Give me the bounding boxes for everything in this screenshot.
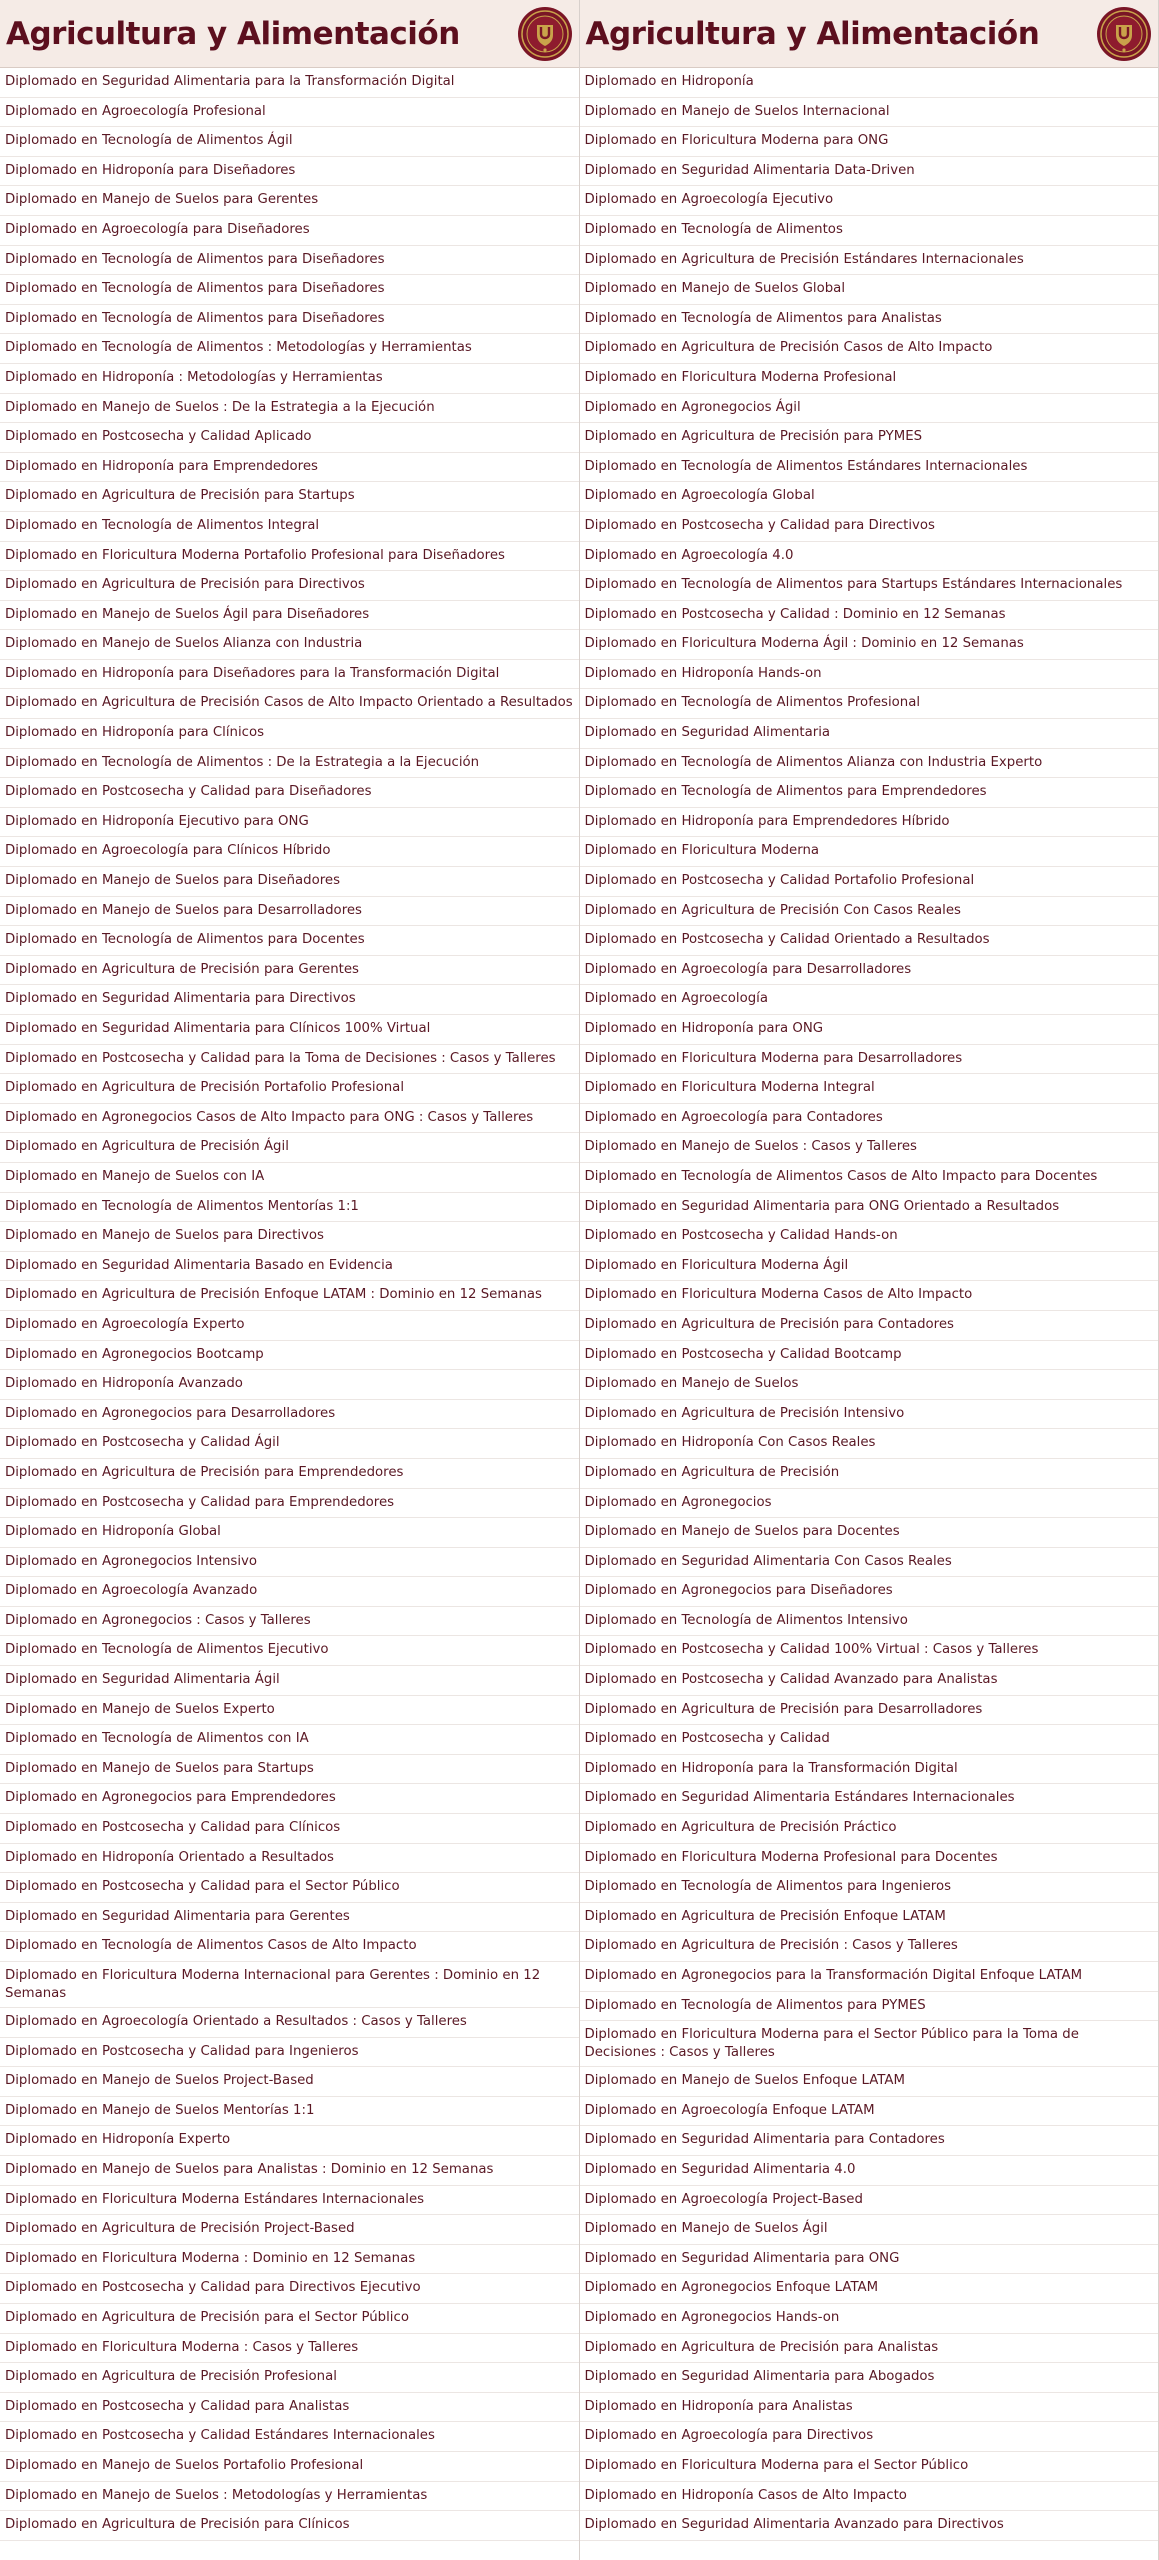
course-item: Diplomado en Agricultura de Precisión para Emprendedores (0, 1459, 579, 1489)
course-item: Diplomado en Floricultura Moderna Internacional para Gerentes : Dominio en 12 Semanas (0, 1962, 579, 2008)
course-item: Diplomado en Agricultura de Precisión para Clínicos (0, 2511, 579, 2541)
course-item: Diplomado en Floricultura Moderna para Desarrolladores (580, 1045, 1159, 1075)
course-item: Diplomado en Hidroponía para la Transformación Digital (580, 1755, 1159, 1785)
course-item: Diplomado en Hidroponía : Metodologías y Herramientas (0, 364, 579, 394)
course-item: Diplomado en Agricultura de Precisión Project-Based (0, 2215, 579, 2245)
course-item: Diplomado en Agronegocios Ágil (580, 394, 1159, 424)
course-item: Diplomado en Postcosecha y Calidad Portafolio Profesional (580, 867, 1159, 897)
course-item: Diplomado en Hidroponía Avanzado (0, 1370, 579, 1400)
course-item: Diplomado en Tecnología de Alimentos para Startups Estándares Internacionales (580, 571, 1159, 601)
course-item: Diplomado en Tecnología de Alimentos Integral (0, 512, 579, 542)
course-item: Diplomado en Postcosecha y Calidad Avanzado para Analistas (580, 1666, 1159, 1696)
category-title: Agricultura y Alimentación (585, 15, 1040, 52)
course-item: Diplomado en Agronegocios Intensivo (0, 1548, 579, 1578)
course-item: Diplomado en Seguridad Alimentaria Ágil (0, 1666, 579, 1696)
course-item: Diplomado en Manejo de Suelos Project-Based (0, 2067, 579, 2097)
course-item: Diplomado en Manejo de Suelos (580, 1370, 1159, 1400)
course-item: Diplomado en Postcosecha y Calidad Ágil (0, 1429, 579, 1459)
course-item: Diplomado en Agricultura de Precisión Casos de Alto Impacto Orientado a Resultados (0, 689, 579, 719)
course-item: Diplomado en Manejo de Suelos para Directivos (0, 1222, 579, 1252)
course-item: Diplomado en Manejo de Suelos : Metodologías y Herramientas (0, 2482, 579, 2512)
course-item: Diplomado en Manejo de Suelos para Gerentes (0, 186, 579, 216)
course-item: Diplomado en Tecnología de Alimentos para Ingenieros (580, 1873, 1159, 1903)
course-item: Diplomado en Postcosecha y Calidad Estándares Internacionales (0, 2422, 579, 2452)
course-item: Diplomado en Seguridad Alimentaria para la Transformación Digital (0, 68, 579, 98)
course-item: Diplomado en Hidroponía Global (0, 1518, 579, 1548)
course-item: Diplomado en Tecnología de Alimentos para PYMES (580, 1992, 1159, 2022)
course-item: Diplomado en Agroecología para Contadores (580, 1104, 1159, 1134)
course-item: Diplomado en Agricultura de Precisión Estándares Internacionales (580, 246, 1159, 276)
course-item: Diplomado en Seguridad Alimentaria para Gerentes (0, 1903, 579, 1933)
course-item: Diplomado en Agricultura de Precisión para PYMES (580, 423, 1159, 453)
course-item: Diplomado en Hidroponía Ejecutivo para ONG (0, 808, 579, 838)
course-list (0, 68, 579, 2541)
course-item: Diplomado en Seguridad Alimentaria para Directivos (0, 985, 579, 1015)
course-item: Diplomado en Hidroponía para Emprendedores Híbrido (580, 808, 1159, 838)
course-item: Diplomado en Agricultura de Precisión para Startups (0, 482, 579, 512)
course-item: Diplomado en Postcosecha y Calidad para Directivos Ejecutivo (0, 2274, 579, 2304)
course-item: Diplomado en Agricultura de Precisión Portafolio Profesional (0, 1074, 579, 1104)
course-item: Diplomado en Tecnología de Alimentos Ágil (0, 127, 579, 157)
course-item: Diplomado en Hidroponía para Diseñadores (0, 157, 579, 187)
course-item: Diplomado en Manejo de Suelos para Analistas : Dominio en 12 Semanas (0, 2156, 579, 2186)
course-item: Diplomado en Manejo de Suelos : Casos y Talleres (580, 1133, 1159, 1163)
course-item: Diplomado en Tecnología de Alimentos con IA (0, 1725, 579, 1755)
course-item: Diplomado en Agroecología (580, 985, 1159, 1015)
course-item: Diplomado en Agricultura de Precisión Profesional (0, 2363, 579, 2393)
university-crest-icon (1096, 6, 1152, 62)
course-item: Diplomado en Agroecología Profesional (0, 98, 579, 128)
course-item: Diplomado en Tecnología de Alimentos Alianza con Industria Experto (580, 749, 1159, 779)
column-header (580, 0, 1159, 68)
course-item: Diplomado en Agronegocios para Desarrolladores (0, 1400, 579, 1430)
course-item: Diplomado en Seguridad Alimentaria para Clínicos 100% Virtual (0, 1015, 579, 1045)
course-item: Diplomado en Postcosecha y Calidad para Ingenieros (0, 2038, 579, 2068)
course-item: Diplomado en Agricultura de Precisión para Analistas (580, 2334, 1159, 2364)
course-item: Diplomado en Seguridad Alimentaria (580, 719, 1159, 749)
course-item: Diplomado en Agroecología Global (580, 482, 1159, 512)
course-item: Diplomado en Postcosecha y Calidad 100% Virtual : Casos y Talleres (580, 1636, 1159, 1666)
course-item: Diplomado en Floricultura Moderna Ágil (580, 1252, 1159, 1282)
course-item: Diplomado en Agricultura de Precisión Práctico (580, 1814, 1159, 1844)
course-item: Diplomado en Agroecología Ejecutivo (580, 186, 1159, 216)
course-item: Diplomado en Agronegocios Hands-on (580, 2304, 1159, 2334)
course-item: Diplomado en Postcosecha y Calidad para la Toma de Decisiones : Casos y Talleres (0, 1045, 579, 1075)
course-item: Diplomado en Floricultura Moderna Ágil : Dominio en 12 Semanas (580, 630, 1159, 660)
course-item: Diplomado en Manejo de Suelos Ágil para Diseñadores (0, 601, 579, 631)
course-item: Diplomado en Agricultura de Precisión para Directivos (0, 571, 579, 601)
course-item: Diplomado en Floricultura Moderna para el Sector Público (580, 2452, 1159, 2482)
course-item: Diplomado en Postcosecha y Calidad para Emprendedores (0, 1489, 579, 1519)
course-item: Diplomado en Manejo de Suelos para Desarrolladores (0, 897, 579, 927)
course-item: Diplomado en Floricultura Moderna Estándares Internacionales (0, 2186, 579, 2216)
course-item: Diplomado en Manejo de Suelos para Diseñadores (0, 867, 579, 897)
course-item: Diplomado en Postcosecha y Calidad Aplicado (0, 423, 579, 453)
course-item: Diplomado en Floricultura Moderna para el Sector Público para la Toma de Decisiones : Casos y Talleres (580, 2021, 1159, 2067)
course-item: Diplomado en Hidroponía Casos de Alto Impacto (580, 2482, 1159, 2512)
course-item: Diplomado en Agricultura de Precisión para Desarrolladores (580, 1696, 1159, 1726)
course-item: Diplomado en Hidroponía para Analistas (580, 2393, 1159, 2423)
course-item: Diplomado en Tecnología de Alimentos Casos de Alto Impacto para Docentes (580, 1163, 1159, 1193)
course-item: Diplomado en Floricultura Moderna Profesional para Docentes (580, 1844, 1159, 1874)
course-item: Diplomado en Tecnología de Alimentos para Diseñadores (0, 246, 579, 276)
category-title: Agricultura y Alimentación (6, 15, 460, 52)
course-item: Diplomado en Agroecología Project-Based (580, 2186, 1159, 2216)
course-item: Diplomado en Manejo de Suelos Internacional (580, 98, 1159, 128)
course-item: Diplomado en Agroecología Experto (0, 1311, 579, 1341)
course-item: Diplomado en Seguridad Alimentaria Estándares Internacionales (580, 1784, 1159, 1814)
course-item: Diplomado en Hidroponía para Emprendedores (0, 453, 579, 483)
course-item: Diplomado en Floricultura Moderna Integral (580, 1074, 1159, 1104)
course-item: Diplomado en Tecnología de Alimentos : Metodologías y Herramientas (0, 334, 579, 364)
course-item: Diplomado en Seguridad Alimentaria para Abogados (580, 2363, 1159, 2393)
course-item: Diplomado en Manejo de Suelos Experto (0, 1696, 579, 1726)
course-item: Diplomado en Agricultura de Precisión para el Sector Público (0, 2304, 579, 2334)
course-item: Diplomado en Agroecología para Directivos (580, 2422, 1159, 2452)
course-item: Diplomado en Floricultura Moderna : Dominio en 12 Semanas (0, 2245, 579, 2275)
course-item: Diplomado en Postcosecha y Calidad para Directivos (580, 512, 1159, 542)
course-item: Diplomado en Postcosecha y Calidad Orientado a Resultados (580, 926, 1159, 956)
course-item: Diplomado en Tecnología de Alimentos para Diseñadores (0, 275, 579, 305)
course-item: Diplomado en Manejo de Suelos Portafolio Profesional (0, 2452, 579, 2482)
course-item: Diplomado en Agronegocios para la Transformación Digital Enfoque LATAM (580, 1962, 1159, 1992)
course-item: Diplomado en Tecnología de Alimentos Mentorías 1:1 (0, 1193, 579, 1223)
course-item: Diplomado en Agricultura de Precisión Casos de Alto Impacto (580, 334, 1159, 364)
course-item: Diplomado en Hidroponía para Clínicos (0, 719, 579, 749)
course-item: Diplomado en Agricultura de Precisión para Gerentes (0, 956, 579, 986)
course-item: Diplomado en Seguridad Alimentaria para Contadores (580, 2126, 1159, 2156)
course-item: Diplomado en Tecnología de Alimentos : De la Estrategia a la Ejecución (0, 749, 579, 779)
course-item: Diplomado en Floricultura Moderna Casos de Alto Impacto (580, 1281, 1159, 1311)
course-item: Diplomado en Manejo de Suelos para Docentes (580, 1518, 1159, 1548)
course-item: Diplomado en Manejo de Suelos con IA (0, 1163, 579, 1193)
course-item: Diplomado en Floricultura Moderna Profesional (580, 364, 1159, 394)
course-item: Diplomado en Manejo de Suelos Mentorías 1:1 (0, 2097, 579, 2127)
course-item: Diplomado en Agroecología para Desarrolladores (580, 956, 1159, 986)
course-item: Diplomado en Tecnología de Alimentos para Emprendedores (580, 778, 1159, 808)
course-item: Diplomado en Tecnología de Alimentos (580, 216, 1159, 246)
course-item: Diplomado en Manejo de Suelos : De la Estrategia a la Ejecución (0, 394, 579, 424)
course-item: Diplomado en Hidroponía Orientado a Resultados (0, 1844, 579, 1874)
course-item: Diplomado en Manejo de Suelos Global (580, 275, 1159, 305)
course-item: Diplomado en Seguridad Alimentaria 4.0 (580, 2156, 1159, 2186)
course-item: Diplomado en Floricultura Moderna Portafolio Profesional para Diseñadores (0, 542, 579, 572)
course-item: Diplomado en Agricultura de Precisión : Casos y Talleres (580, 1932, 1159, 1962)
course-item: Diplomado en Agroecología 4.0 (580, 542, 1159, 572)
course-item: Diplomado en Agronegocios (580, 1489, 1159, 1519)
course-item: Diplomado en Agroecología Enfoque LATAM (580, 2097, 1159, 2127)
course-item: Diplomado en Agricultura de Precisión Enfoque LATAM (580, 1903, 1159, 1933)
course-item: Diplomado en Tecnología de Alimentos para Docentes (0, 926, 579, 956)
university-crest-icon (517, 6, 573, 62)
course-item: Diplomado en Agroecología Orientado a Resultados : Casos y Talleres (0, 2008, 579, 2038)
course-item: Diplomado en Agricultura de Precisión Ágil (0, 1133, 579, 1163)
course-item: Diplomado en Agronegocios Enfoque LATAM (580, 2274, 1159, 2304)
course-item: Diplomado en Floricultura Moderna : Casos y Talleres (0, 2334, 579, 2364)
course-item: Diplomado en Agricultura de Precisión (580, 1459, 1159, 1489)
course-item: Diplomado en Manejo de Suelos Ágil (580, 2215, 1159, 2245)
course-item: Diplomado en Agronegocios Bootcamp (0, 1341, 579, 1371)
course-item: Diplomado en Postcosecha y Calidad para el Sector Público (0, 1873, 579, 1903)
course-item: Diplomado en Tecnología de Alimentos para Analistas (580, 305, 1159, 335)
course-item: Diplomado en Agricultura de Precisión Intensivo (580, 1400, 1159, 1430)
course-item: Diplomado en Manejo de Suelos Alianza con Industria (0, 630, 579, 660)
course-item: Diplomado en Seguridad Alimentaria Data-Driven (580, 157, 1159, 187)
course-item: Diplomado en Agroecología para Diseñadores (0, 216, 579, 246)
course-item: Diplomado en Floricultura Moderna (580, 837, 1159, 867)
course-item: Diplomado en Hidroponía Hands-on (580, 660, 1159, 690)
course-item: Diplomado en Seguridad Alimentaria Basado en Evidencia (0, 1252, 579, 1282)
course-item: Diplomado en Hidroponía para ONG (580, 1015, 1159, 1045)
course-item: Diplomado en Tecnología de Alimentos para Diseñadores (0, 305, 579, 335)
course-item: Diplomado en Seguridad Alimentaria para ONG Orientado a Resultados (580, 1193, 1159, 1223)
course-item: Diplomado en Agronegocios para Diseñadores (580, 1577, 1159, 1607)
course-item: Diplomado en Hidroponía (580, 68, 1159, 98)
course-item: Diplomado en Agricultura de Precisión para Contadores (580, 1311, 1159, 1341)
course-item: Diplomado en Tecnología de Alimentos Casos de Alto Impacto (0, 1932, 579, 1962)
course-item: Diplomado en Agronegocios para Emprendedores (0, 1784, 579, 1814)
column-header (0, 0, 579, 68)
course-list (580, 68, 1159, 2541)
course-item: Diplomado en Tecnología de Alimentos Estándares Internacionales (580, 453, 1159, 483)
course-item: Diplomado en Hidroponía para Diseñadores para la Transformación Digital (0, 660, 579, 690)
course-item: Diplomado en Seguridad Alimentaria Con Casos Reales (580, 1548, 1159, 1578)
catalog-column-right (580, 0, 1159, 2560)
course-item: Diplomado en Agroecología para Clínicos Híbrido (0, 837, 579, 867)
course-item: Diplomado en Floricultura Moderna para ONG (580, 127, 1159, 157)
course-item: Diplomado en Postcosecha y Calidad para Clínicos (0, 1814, 579, 1844)
course-item: Diplomado en Manejo de Suelos para Startups (0, 1755, 579, 1785)
course-item: Diplomado en Tecnología de Alimentos Profesional (580, 689, 1159, 719)
course-item: Diplomado en Tecnología de Alimentos Intensivo (580, 1607, 1159, 1637)
course-item: Diplomado en Agronegocios Casos de Alto Impacto para ONG : Casos y Talleres (0, 1104, 579, 1134)
course-item: Diplomado en Agroecología Avanzado (0, 1577, 579, 1607)
course-item: Diplomado en Postcosecha y Calidad Hands-on (580, 1222, 1159, 1252)
course-item: Diplomado en Hidroponía Con Casos Reales (580, 1429, 1159, 1459)
course-item: Diplomado en Postcosecha y Calidad (580, 1725, 1159, 1755)
course-item: Diplomado en Postcosecha y Calidad para Analistas (0, 2393, 579, 2423)
course-item: Diplomado en Agricultura de Precisión Con Casos Reales (580, 897, 1159, 927)
course-item: Diplomado en Agronegocios : Casos y Talleres (0, 1607, 579, 1637)
course-item: Diplomado en Seguridad Alimentaria para ONG (580, 2245, 1159, 2275)
course-item: Diplomado en Postcosecha y Calidad Bootcamp (580, 1341, 1159, 1371)
course-item: Diplomado en Hidroponía Experto (0, 2126, 579, 2156)
course-item: Diplomado en Postcosecha y Calidad para Diseñadores (0, 778, 579, 808)
course-item: Diplomado en Agricultura de Precisión Enfoque LATAM : Dominio en 12 Semanas (0, 1281, 579, 1311)
course-item: Diplomado en Seguridad Alimentaria Avanzado para Directivos (580, 2511, 1159, 2541)
course-item: Diplomado en Manejo de Suelos Enfoque LATAM (580, 2067, 1159, 2097)
course-item: Diplomado en Tecnología de Alimentos Ejecutivo (0, 1636, 579, 1666)
course-item: Diplomado en Postcosecha y Calidad : Dominio en 12 Semanas (580, 601, 1159, 631)
